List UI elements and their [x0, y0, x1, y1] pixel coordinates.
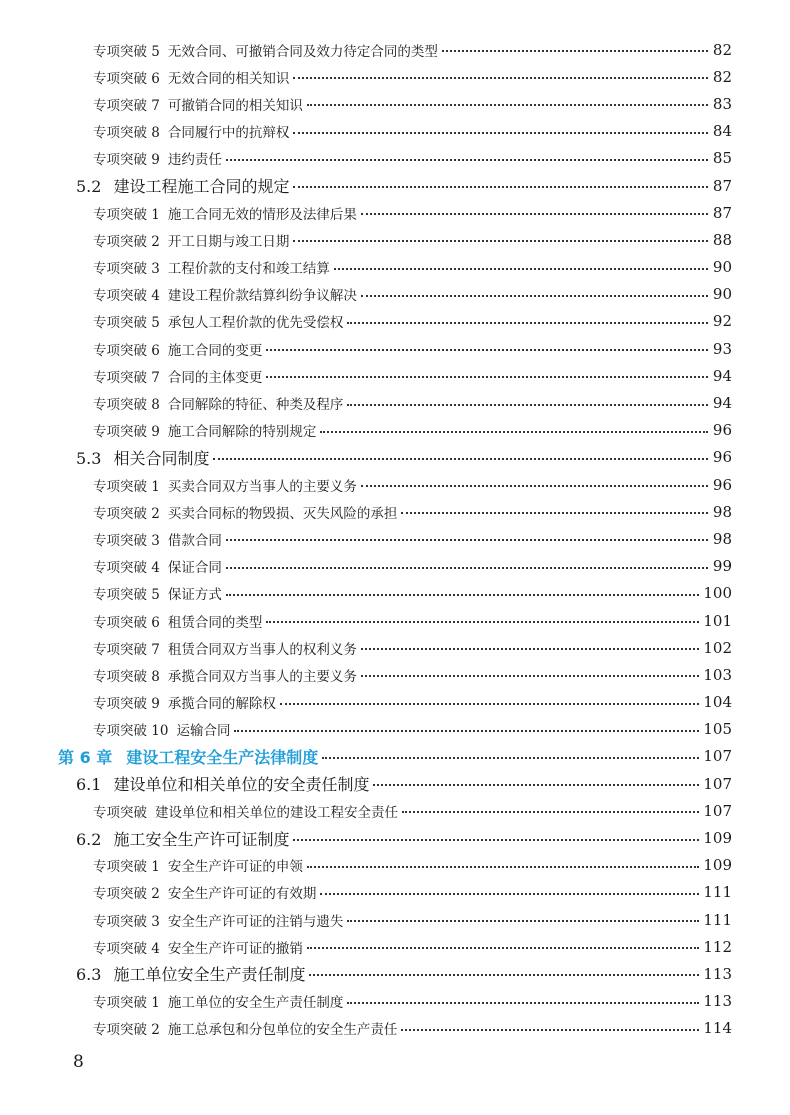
toc-entry-label: 6.2 — [76, 829, 102, 849]
toc-entry-page-number: 107 — [703, 747, 732, 766]
toc-entry-title-group — [93, 311, 343, 331]
toc-entry-page-number: 84 — [712, 122, 732, 141]
toc-subsection-entry[interactable] — [0, 634, 732, 661]
toc-entry-title: 相关合同制度 — [113, 448, 210, 468]
toc-entry-label: 专项突破 4 — [93, 940, 160, 957]
toc-leader-dots — [361, 484, 708, 487]
toc-entry-title: 安全生产许可证的注销与遗失 — [167, 913, 344, 930]
toc-entry-page-number: 94 — [712, 366, 732, 385]
toc-entry-label: 专项突破 1 — [93, 206, 160, 223]
toc-entry-page-number: 113 — [703, 964, 732, 983]
toc-chapter-entry[interactable] — [0, 743, 732, 770]
toc-entry-title: 建设单位和相关单位的建设工程安全责任 — [155, 804, 398, 821]
toc-leader-dots — [266, 620, 699, 623]
toc-entry-title-group — [93, 638, 357, 658]
toc-entry-page-number: 98 — [712, 502, 732, 521]
toc-leader-dots — [442, 49, 708, 52]
toc-entry-title-group — [93, 583, 222, 603]
toc-entry-title-group — [93, 665, 357, 685]
toc-entry-label: 专项突破 9 — [93, 424, 160, 441]
toc-entry-title: 可撤销合同的相关知识 — [167, 97, 303, 114]
toc-leader-dots — [322, 756, 699, 759]
toc-subsection-entry[interactable] — [0, 389, 732, 416]
toc-entry-title-group — [93, 366, 262, 386]
toc-entry-label: 专项突破 8 — [93, 397, 160, 414]
toc-entry-page-number: 90 — [712, 258, 732, 277]
toc-leader-dots — [361, 294, 708, 297]
toc-leader-dots — [347, 403, 708, 406]
toc-entry-page-number: 112 — [703, 937, 732, 956]
toc-subsection-entry[interactable] — [0, 553, 732, 580]
toc-entry-title: 施工合同的变更 — [167, 342, 263, 359]
toc-subsection-entry[interactable] — [0, 63, 732, 90]
toc-entry-title: 承揽合同双方当事人的主要义务 — [167, 668, 357, 685]
toc-entry-title-group — [93, 910, 343, 930]
toc-subsection-entry[interactable] — [0, 797, 732, 824]
toc-entry-page-number: 111 — [703, 910, 732, 929]
toc-entry-label: 专项突破 9 — [93, 152, 160, 169]
toc-subsection-entry[interactable] — [0, 1015, 732, 1042]
toc-entry-title-group — [93, 475, 357, 495]
toc-entry-title-group — [93, 40, 438, 60]
toc-entry-title: 建设工程安全生产法律制度 — [126, 747, 319, 767]
toc-entry-page-number: 109 — [703, 856, 732, 875]
toc-entry-title: 安全生产许可证的撤销 — [167, 940, 303, 957]
toc-entry-label: 专项突破 4 — [93, 288, 160, 305]
toc-entry-page-number: 83 — [712, 94, 732, 113]
toc-subsection-entry[interactable] — [0, 308, 732, 335]
toc-entry-title: 租赁合同双方当事人的权利义务 — [167, 641, 357, 658]
toc-subsection-entry[interactable] — [0, 362, 732, 389]
toc-entry-title: 承揽合同的解除权 — [167, 696, 276, 713]
toc-entry-label: 5.2 — [76, 177, 102, 197]
toc-entry-title-group — [76, 174, 289, 197]
toc-subsection-entry[interactable] — [0, 254, 732, 281]
toc-leader-dots — [307, 865, 699, 868]
toc-entry-title-group — [93, 203, 357, 223]
toc-entry-label: 专项突破 6 — [93, 342, 160, 359]
toc-subsection-entry[interactable] — [0, 689, 732, 716]
toc-entry-title-group — [93, 121, 289, 141]
toc-entry-title: 建设单位和相关单位的安全责任制度 — [113, 775, 370, 795]
toc-entry-label: 6.3 — [76, 965, 102, 985]
toc-leader-dots — [213, 457, 708, 460]
toc-entry-title-group — [93, 1018, 397, 1038]
toc-leader-dots — [361, 647, 699, 650]
toc-entry-label: 专项突破 3 — [93, 913, 160, 930]
toc-entry-page-number: 88 — [712, 230, 732, 249]
toc-section-entry[interactable] — [0, 824, 732, 851]
toc-entry-title: 运输合同 — [176, 723, 231, 740]
toc-entry-title: 施工安全生产许可证制度 — [113, 829, 290, 849]
toc-entry-title: 合同的主体变更 — [167, 369, 263, 386]
toc-entry-page-number: 96 — [712, 421, 732, 440]
toc-subsection-entry[interactable] — [0, 145, 732, 172]
toc-entry-page-number: 103 — [703, 665, 732, 684]
toc-entry-label: 专项突破 3 — [93, 261, 160, 278]
toc-subsection-entry[interactable] — [0, 906, 732, 933]
toc-entry-label: 专项突破 8 — [93, 668, 160, 685]
toc-entry-title-group — [93, 801, 398, 821]
toc-entry-title-group — [93, 230, 289, 250]
toc-entry-title: 买卖合同标的物毁损、灭失风险的承担 — [167, 505, 398, 522]
toc-entry-title: 合同履行中的抗辩权 — [167, 125, 290, 142]
toc-entry-label: 专项突破 4 — [93, 560, 160, 577]
toc-subsection-entry[interactable] — [0, 661, 732, 688]
toc-leader-dots — [293, 239, 708, 242]
toc-entry-label: 专项突破 5 — [93, 587, 160, 604]
toc-entry-title: 保证合同 — [167, 560, 222, 577]
toc-entry-title-group — [58, 745, 318, 768]
toc-leader-dots — [293, 185, 708, 188]
toc-entry-page-number: 105 — [703, 720, 732, 739]
toc-leader-dots — [361, 212, 708, 215]
toc-entry-title: 施工总承包和分包单位的安全生产责任 — [167, 1022, 398, 1039]
toc-subsection-entry[interactable] — [0, 933, 732, 960]
toc-subsection-entry[interactable] — [0, 580, 732, 607]
toc-entry-title-group — [93, 94, 303, 114]
toc-leader-dots — [307, 103, 708, 106]
toc-leader-dots — [226, 593, 699, 596]
toc-leader-dots — [266, 348, 708, 351]
toc-entry-page-number: 101 — [703, 611, 732, 630]
toc-entry-label: 专项突破 2 — [93, 886, 160, 903]
toc-entry-title: 买卖合同双方当事人的主要义务 — [167, 478, 357, 495]
toc-entry-label: 专项突破 8 — [93, 125, 160, 142]
toc-entry-label: 专项突破 1 — [93, 478, 160, 495]
toc-entry-label: 6.1 — [76, 775, 102, 795]
toc-entry-title: 开工日期与竣工日期 — [167, 233, 290, 250]
toc-leader-dots — [347, 321, 708, 324]
toc-subsection-entry[interactable] — [0, 281, 732, 308]
toc-entry-page-number: 96 — [712, 475, 732, 494]
toc-subsection-entry[interactable] — [0, 852, 732, 879]
toc-entry-title-group — [93, 855, 303, 875]
toc-entry-page-number: 85 — [712, 149, 732, 168]
toc-leader-dots — [293, 76, 708, 79]
toc-entry-label: 专项突破 2 — [93, 233, 160, 250]
toc-entry-title: 安全生产许可证的申领 — [167, 859, 303, 876]
toc-leader-dots — [293, 838, 699, 841]
toc-entry-label: 专项突破 6 — [93, 614, 160, 631]
toc-entry-label: 专项突破 1 — [93, 859, 160, 876]
toc-entry-title: 保证方式 — [167, 587, 222, 604]
toc-entry-page-number: 109 — [703, 829, 732, 848]
toc-leader-dots — [334, 267, 708, 270]
toc-entry-page-number: 111 — [703, 883, 732, 902]
toc-entry-label: 专项突破 6 — [93, 70, 160, 87]
toc-entry-title-group — [76, 827, 289, 850]
toc-leader-dots — [234, 729, 699, 732]
toc-entry-label: 专项突破 5 — [93, 315, 160, 332]
toc-entry-title-group — [93, 529, 222, 549]
toc-entry-page-number: 82 — [712, 40, 732, 59]
toc-entry-title: 借款合同 — [167, 532, 222, 549]
toc-leader-dots — [401, 511, 708, 514]
toc-entry-title-group — [93, 339, 262, 359]
toc-entry-title-group — [76, 446, 209, 469]
toc-leader-dots — [347, 919, 699, 922]
toc-subsection-entry[interactable] — [0, 716, 732, 743]
toc-entry-label: 专项突破 — [93, 804, 147, 821]
toc-leader-dots — [280, 702, 699, 705]
toc-subsection-entry[interactable] — [0, 199, 732, 226]
toc-entry-label: 第 6 章 — [58, 747, 113, 767]
toc-entry-title: 工程价款的支付和竣工结算 — [167, 261, 330, 278]
toc-entry-title-group — [93, 692, 276, 712]
toc-entry-title: 安全生产许可证的有效期 — [167, 886, 317, 903]
toc-subsection-entry[interactable] — [0, 607, 732, 634]
toc-section-entry[interactable] — [0, 960, 732, 987]
toc-entry-title: 承包人工程价款的优先受偿权 — [167, 315, 344, 332]
toc-leader-dots — [226, 538, 708, 541]
toc-subsection-entry[interactable] — [0, 417, 732, 444]
toc-entry-title: 施工合同无效的情形及法律后果 — [167, 206, 357, 223]
toc-leader-dots — [266, 375, 708, 378]
toc-entry-page-number: 107 — [703, 774, 732, 793]
toc-entry-page-number: 87 — [712, 176, 732, 195]
toc-entry-label: 专项突破 3 — [93, 532, 160, 549]
toc-entry-page-number: 99 — [712, 557, 732, 576]
toc-entry-label: 专项突破 1 — [93, 995, 160, 1012]
toc-entry-label: 专项突破 2 — [93, 505, 160, 522]
toc-entry-title: 施工单位的安全生产责任制度 — [167, 995, 344, 1012]
toc-leader-dots — [401, 1028, 699, 1031]
toc-entry-page-number: 90 — [712, 285, 732, 304]
toc-entry-label: 专项突破 7 — [93, 97, 160, 114]
toc-leader-dots — [320, 892, 699, 895]
toc-entry-page-number: 98 — [712, 529, 732, 548]
toc-leader-dots — [373, 783, 699, 786]
toc-leader-dots — [226, 158, 708, 161]
toc-entry-title-group — [93, 502, 397, 522]
toc-entry-label: 专项突破 7 — [93, 369, 160, 386]
toc-section-entry[interactable] — [0, 770, 732, 797]
toc-entry-title-group — [76, 962, 305, 985]
toc-entry-page-number: 93 — [712, 339, 732, 358]
toc-subsection-entry[interactable] — [0, 335, 732, 362]
toc-entry-title: 违约责任 — [167, 152, 222, 169]
toc-entry-title-group — [93, 148, 222, 168]
toc-entry-title-group — [93, 257, 330, 277]
toc-section-entry[interactable] — [0, 172, 732, 199]
toc-entry-title: 无效合同、可撤销合同及效力待定合同的类型 — [167, 43, 438, 60]
toc-entry-page-number: 87 — [712, 203, 732, 222]
toc-leader-dots — [402, 810, 699, 813]
table-of-contents — [0, 36, 790, 1042]
toc-leader-dots — [309, 973, 699, 976]
toc-entry-title: 无效合同的相关知识 — [167, 70, 290, 87]
toc-leader-dots — [307, 946, 699, 949]
toc-entry-title-group — [93, 393, 343, 413]
toc-entry-page-number: 82 — [712, 67, 732, 86]
toc-section-entry[interactable] — [0, 444, 732, 471]
toc-entry-title: 建设工程施工合同的规定 — [113, 177, 290, 197]
toc-entry-title-group — [93, 67, 289, 87]
toc-entry-label: 专项突破 10 — [93, 723, 169, 740]
toc-entry-title-group — [93, 991, 343, 1011]
toc-entry-title-group — [93, 611, 262, 631]
toc-leader-dots — [320, 430, 708, 433]
toc-subsection-entry[interactable] — [0, 988, 732, 1015]
toc-entry-title-group — [76, 772, 369, 795]
toc-entry-title-group — [93, 882, 316, 902]
toc-subsection-entry[interactable] — [0, 36, 732, 63]
toc-entry-page-number: 94 — [712, 394, 732, 413]
toc-leader-dots — [226, 566, 708, 569]
toc-entry-page-number: 104 — [703, 693, 732, 712]
toc-entry-title: 施工单位安全生产责任制度 — [113, 965, 306, 985]
toc-subsection-entry[interactable] — [0, 226, 732, 253]
toc-entry-label: 5.3 — [76, 448, 102, 468]
toc-entry-title-group — [93, 284, 357, 304]
toc-entry-title: 合同解除的特征、种类及程序 — [167, 397, 344, 414]
toc-entry-title-group — [93, 937, 303, 957]
toc-subsection-entry[interactable] — [0, 525, 732, 552]
toc-subsection-entry[interactable] — [0, 471, 732, 498]
toc-entry-page-number: 102 — [703, 638, 732, 657]
toc-entry-label: 专项突破 2 — [93, 1022, 160, 1039]
toc-entry-title-group — [93, 719, 230, 739]
toc-entry-page-number: 114 — [703, 1019, 732, 1038]
toc-subsection-entry[interactable] — [0, 90, 732, 117]
toc-leader-dots — [361, 674, 699, 677]
toc-entry-label: 专项突破 7 — [93, 641, 160, 658]
toc-entry-page-number: 113 — [703, 992, 732, 1011]
toc-entry-page-number: 96 — [712, 448, 732, 467]
toc-entry-label: 专项突破 5 — [93, 43, 160, 60]
toc-leader-dots — [347, 1001, 699, 1004]
toc-entry-page-number: 100 — [703, 584, 732, 603]
toc-subsection-entry[interactable] — [0, 498, 732, 525]
toc-entry-label: 专项突破 9 — [93, 696, 160, 713]
toc-entry-page-number: 107 — [703, 801, 732, 820]
toc-entry-title: 施工合同解除的特别规定 — [167, 424, 317, 441]
toc-entry-title-group — [93, 420, 316, 440]
toc-subsection-entry[interactable] — [0, 879, 732, 906]
toc-entry-page-number: 92 — [712, 312, 732, 331]
toc-entry-title: 租赁合同的类型 — [167, 614, 263, 631]
page-number: 8 — [73, 1052, 84, 1072]
toc-entry-title: 建设工程价款结算纠纷争议解决 — [167, 288, 357, 305]
toc-leader-dots — [293, 131, 708, 134]
toc-subsection-entry[interactable] — [0, 118, 732, 145]
toc-entry-title-group — [93, 556, 222, 576]
